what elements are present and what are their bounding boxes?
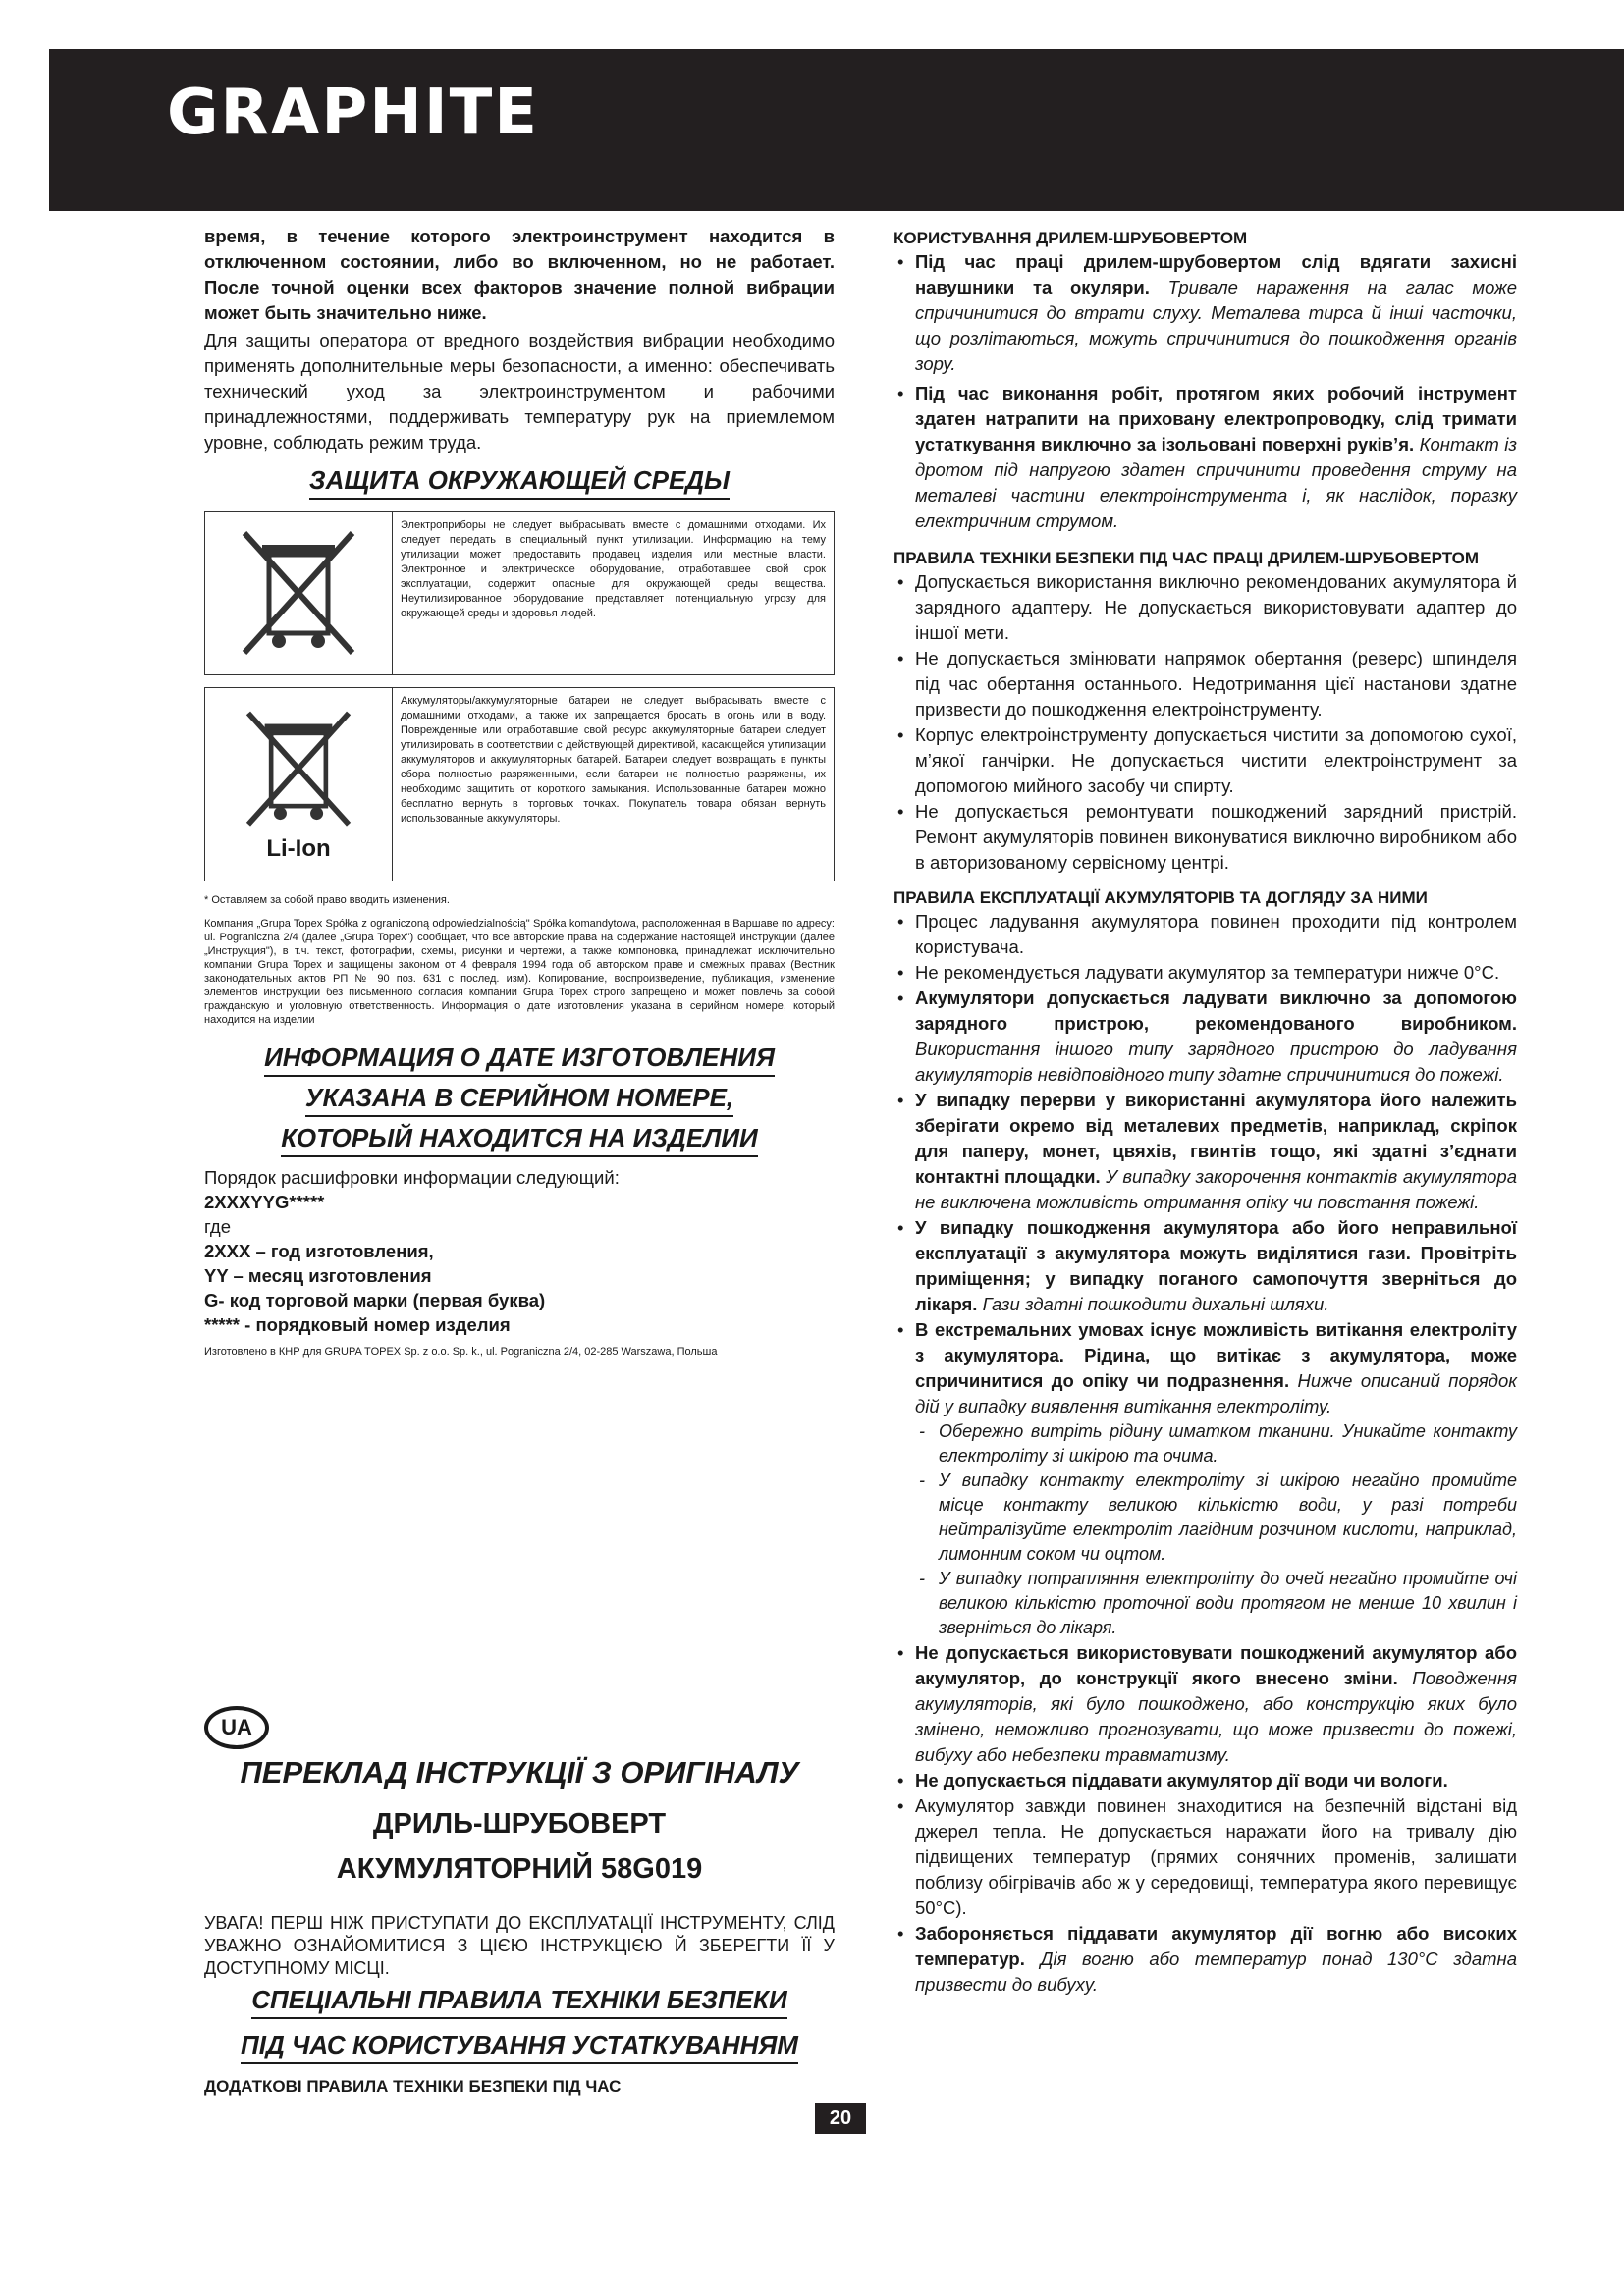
crossed-bin-icon xyxy=(205,512,393,674)
decode-line-1: 2XXX – год изготовления, xyxy=(204,1241,434,1261)
crossed-bin-icon xyxy=(205,688,393,881)
safety-heading: ПРАВИЛА ТЕХНІКИ БЕЗПЕКИ ПІД ЧАС ПРАЦІ ДРИЛЕМ-ШРУБОВЕРТОМ xyxy=(893,549,1480,567)
list-item: • Не рекомендується ладувати акумулятор за температури нижче 0°C. xyxy=(897,962,1500,983)
decode-line-3: G- код торговой марки (первая буква) xyxy=(204,1290,546,1310)
list-item: • Під час праці дрилем-шрубовертом слід вдягати захисні навушники та окуляри. Тривале нараження на галас може спричинитися до втрати слуху. Металева тирса й інші часточки, що розлітаються, можуть спричинитися до пошкодження органів зору. xyxy=(897,251,1518,374)
ua-warning: УВАГА! ПЕРШ НІЖ ПРИСТУПАТИ ДО ЕКСПЛУАТАЦІЇ ІНСТРУМЕНТУ, СЛІД УВАЖНО ОЗНАЙОМИТИСЯ З ЦІЄЮ ІНСТРУКЦІЄЮ Й ЗБЕРЕГТИ ЇЇ У ДОСТУПНОМУ МІСЦІ. xyxy=(204,1913,835,1978)
ua-extra-rules: ДОДАТКОВІ ПРАВИЛА ТЕХНІКИ БЕЗПЕКИ ПІД ЧАС xyxy=(204,2077,622,2096)
vibration-paragraph-1: время, в течение которого электроинструмент находится в отключенном состоянии, либо во включенном, но не работает. После точной оценки всех факторов значение полной вибрации может быть значительно ниже. xyxy=(204,226,835,323)
battery-box xyxy=(204,687,835,881)
vibration-paragraph-2: Для защиты оператора от вредного воздействия вибрации необходимо применять дополнительные меры безопасности, а именно: обеспечивать технический уход за электроинструментом и рабочими принадлежностями, поддерживать температуру рук на приемлемом уровне, соблюдать режим труда. xyxy=(204,330,835,453)
page-number: 20 xyxy=(815,2103,866,2134)
weee-box xyxy=(204,511,835,675)
list-item: • Не допускається використовувати пошкоджений акумулятор або акумулятор, до конструкції якого внесено зміни. Поводження акумуляторів, які було пошкоджено, або конструкцію яких було змінено, неможливо прогнозувати, що може призвести до пожежі, вибуху або небезпеки травматизму. xyxy=(897,1642,1518,1765)
list-item: • Корпус електроінструменту допускається чистити за допомогою сухої, м’якої ганчірки. Не допускається чистити електроінструмент за допомогою мийного засобу чи спирту. xyxy=(897,724,1517,796)
footnote: * Оставляем за собой право вводить изменения. xyxy=(204,894,450,906)
battery-text: Аккумуляторы/аккумуляторные батареи не следует выбрасывать вместе с домашними отходами, а также их запрещается бросать в огонь или в воду. Поврежденные или отработавшие свой ресурс аккумуляторные батареи следует утилизировать в соответствии с действующей директивой, касающейся утилизации аккумуляторов и аккумуляторных батарей. Батареи следует возвращать в пункты сбора полностью разряженными, если батареи не полностью разряжены, их необходимо защитить от короткого замыкания. Использованные батареи можно бесплатно вернуть в торговых точках. Покупатель товара обязан вернуть использованные аккумуляторы. xyxy=(401,695,826,825)
decode-intro: Порядок расшифровки информации следующий: xyxy=(204,1167,620,1188)
list-item: • У випадку пошкодження акумулятора або його неправильної експлуатації з акумулятора можуть виділятися гази. Провітріть приміщення; у випадку поганого самопочуття зверніться до лікаря. Гази здатні пошкодити дихальні шляхи. xyxy=(897,1217,1517,1314)
list-item: • Акумулятори допускається ладувати виключно за допомогою зарядного пристрою, рекомендованого виробником. Використання іншого типу зарядного пристрою до ладування акумуляторів невідповідного типу здатне спричинитися до пожежі. xyxy=(897,988,1517,1085)
list-item: • Не допускається змінювати напрямок обертання (реверс) шпинделя під час обертання останнього. Недотримання цієї настанови здатне призвести до пошкодження електроінструменту. xyxy=(897,648,1517,720)
decode-line-4: ***** - порядковый номер изделия xyxy=(204,1314,511,1335)
list-item: • В екстремальних умовах існує можливість витікання електроліту з акумулятора. Рідина, що витікає з акумулятора, може спричинитися до опіку чи подразнення. Нижче описаний порядок дій у випадку виявлення витікання електроліту. xyxy=(897,1319,1517,1416)
decode-where: где xyxy=(204,1216,232,1237)
left-column xyxy=(204,224,835,1359)
ua-translation-title: ПЕРЕКЛАД ІНСТРУКЦІЇ З ОРИГІНАЛУ xyxy=(240,1755,799,1789)
weee-text: Электроприборы не следует выбрасывать вместе с домашними отходами. Их следует передать в специальный пункт утилизации. Информацию на тему утилизации может предоставить продавец изделия или местные власти. Электронное и электрическое оборудование, отработавшее свой срок эксплуатации, содержит опасные для окружающей среды вещества. Неутилизированное оборудование представляет потенциальную угрозу для окружающей среды и здоровья людей. xyxy=(401,519,826,619)
decode-code: 2XXXYYG***** xyxy=(204,1192,325,1212)
sub-list-item: - У випадку контакту електроліту зі шкірою негайно промийте місце контакту великою кількістю води, у разі потреби нейтралізуйте електроліт лагідним розчином кислоти, наприклад, лимонним соком чи оцтом. xyxy=(919,1470,1517,1564)
ua-product-line-1: ДРИЛЬ-ШРУБОВЕРТ xyxy=(372,1808,667,1840)
environment-title: ЗАЩИТА ОКРУЖАЮЩЕЙ СРЕДЫ xyxy=(204,465,835,500)
copyright-notice: Компания „Grupa Topex Spółka z ograniczoną odpowiedzialnością" Spółka komandytowa, расположенная в Варшаве по адресу: ul. Pograniczna 2/4 (далее „Grupa Topex") сообщает, что все авторские права на содержание настоящей инструкции (далее „Инструкция"), в т.ч. текст, фотографии, схемы, рисунки и чертежи, а также компоновка, принадлежат исключительно компании Grupa Topex и защищены законом от 4 февраля 1994 года об авторском праве и смежных правах (Вестник законодательных актов РП № 90 поз. 631 с послед. изм). Копирование, воспроизведение, публикация, изменение элементов инструкции без письменного согласия компании Grupa Topex строго запрещено и может повлечь за собой гражданскую и уголовную ответственность. Информация о дате изготовления указана в серийном номере, который находится на изделии xyxy=(204,918,835,1026)
list-item: • У випадку перерви у використанні акумулятора його належить зберігати окремо від металевих предметів, наприклад, скріпок для паперу, монет, цвяхів, гвинтів тощо, які здатні з’єднати контактні площадки. У випадку закорочення контактів акумулятора не виключена можливість отримання опіку чи повстання пожежі. xyxy=(897,1090,1517,1212)
list-item: • Акумулятор завжди повинен знаходитися на безпечній відстані від джерел тепла. Не допускається наражати його на тривалу дію підвищених температур (прямих сонячних променів, залишати поблизу обігрівачів або ж у середовищі, температура якого перевищує 50°C). xyxy=(897,1795,1517,1918)
battery-care-heading: ПРАВИЛА ЕКСПЛУАТАЦІЇ АКУМУЛЯТОРІВ ТА ДОГЛЯДУ ЗА НИМИ xyxy=(893,888,1428,907)
date-title-3: КОТОРЫЙ НАХОДИТСЯ НА ИЗДЕЛИИ xyxy=(204,1123,835,1157)
list-item: • Забороняється піддавати акумулятор дії вогню або високих температур. Дія вогню або температур понад 130°C здатна призвести до вибуху. xyxy=(897,1923,1517,1995)
decode-line-2: YY – месяц изготовления xyxy=(204,1265,432,1286)
date-title-2: УКАЗАНА В СЕРИЙНОМ НОМЕРЕ, xyxy=(204,1083,835,1117)
sub-list-item: - Обережно витріть рідину шматком тканини. Уникайте контакту електроліту зі шкірою та очима. xyxy=(919,1421,1517,1466)
made-in: Изготовлено в КНР для GRUPA TOPEX Sp. z o.o. Sp. k., ul. Pograniczna 2/4, 02-285 Warszawa, Польша xyxy=(204,1346,718,1358)
list-item: • Не допускається піддавати акумулятор дії води чи вологи. xyxy=(897,1770,1448,1790)
ua-badge: UA xyxy=(204,1706,269,1749)
list-item: • Під час виконання робіт, протягом яких робочий інструмент здатен натрапити на приховану електропроводку, слід тримати устаткування виключно за ізольовані поверхні руків’я. Контакт із дротом під напругою здатен спричинити проведення струму на металеві частини електроінструмента і, як наслідок, поразку електричним струмом. xyxy=(897,383,1517,531)
list-item: • Процес ладування акумулятора повинен проходити під контролем користувача. xyxy=(897,911,1517,957)
ua-rules-title-1: СПЕЦІАЛЬНІ ПРАВИЛА ТЕХНІКИ БЕЗПЕКИ xyxy=(204,1985,835,2019)
list-item: • Не допускається ремонтувати пошкоджений зарядний пристрій. Ремонт акумуляторів повинен виконуватися виключно виробником або в авторизованому сервісному центрі. xyxy=(897,801,1517,873)
brand-logo: GRAPHITE xyxy=(167,77,539,149)
ua-product-line-2: АКУМУЛЯТОРНИЙ 58G019 xyxy=(336,1853,703,1885)
right-column xyxy=(893,228,1517,1998)
list-item: • Допускається використання виключно рекомендованих акумулятора й зарядного адаптеру. Не допускається використовувати адаптер до іншої мети. xyxy=(897,571,1517,643)
sub-list-item: - У випадку потрапляння електроліту до очей негайно промийте очі великою кількістю проточної води протягом не менше 10 хвилин і зверніться до лікаря. xyxy=(919,1569,1517,1637)
li-ion-label: Li-Ion xyxy=(266,835,331,862)
date-title-1: ИНФОРМАЦИЯ О ДАТЕ ИЗГОТОВЛЕНИЯ xyxy=(204,1042,835,1077)
drill-use-heading: КОРИСТУВАННЯ ДРИЛЕМ-ШРУБОВЕРТОМ xyxy=(893,229,1248,247)
ua-rules-title-2: ПІД ЧАС КОРИСТУВАННЯ УСТАТКУВАННЯМ xyxy=(204,2030,835,2064)
